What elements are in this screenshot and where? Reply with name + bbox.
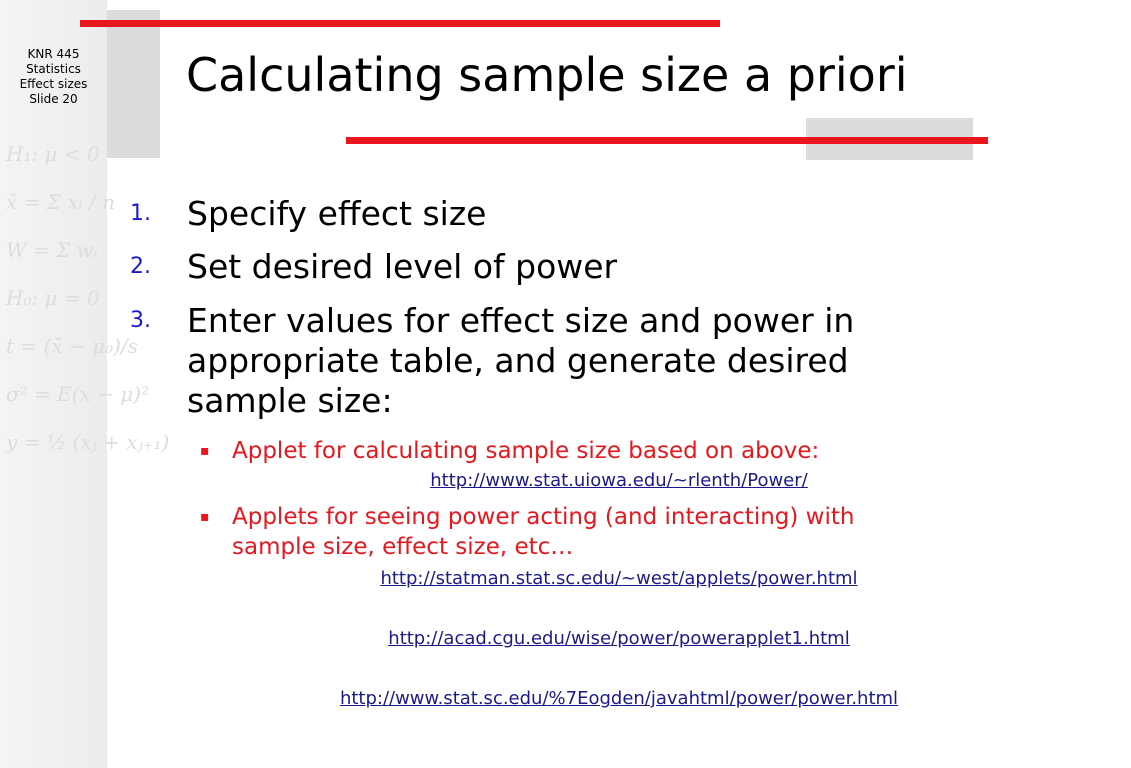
formula-watermark: H₁: μ < 0 x̄ = Σ xᵢ / n W = Σ wᵢ H₀: μ = 0 t = (x̄ − μ₀)/s σ² = E(x − μ)² y = ½ (xⱼ + xⱼ₊₁) (6, 142, 170, 454)
link-row (107, 688, 1131, 709)
link-row (107, 470, 1131, 491)
link-row (107, 568, 1131, 589)
list-text: Specify effect size (187, 194, 487, 233)
topic-label: Effect sizes (19, 77, 88, 91)
slide-number: Slide 20 (29, 92, 78, 106)
list-number: 2. (130, 254, 151, 279)
square-bullet-icon: ▪ (200, 509, 210, 525)
bullet-text: Applet for calculating sample size based on above: (232, 438, 820, 464)
slide-title: Calculating sample size a priori (186, 48, 908, 102)
course-label: KNR 445 (27, 47, 80, 61)
slide-metadata (0, 47, 107, 107)
list-number: 3. (130, 308, 151, 333)
square-bullet-icon: ▪ (200, 443, 210, 459)
bullet-text: Applets for seeing power acting (and interacting) with sample size, effect size, etc… (232, 504, 855, 560)
list-number: 1. (130, 201, 151, 226)
link-west-power[interactable]: http://statman.stat.sc.edu/~west/applets/power.html (380, 568, 858, 589)
link-row (107, 628, 1131, 649)
link-rlenth-power[interactable]: http://www.stat.uiowa.edu/~rlenth/Power/ (430, 470, 808, 491)
decor-red-line (346, 137, 988, 144)
link-cgu-power[interactable]: http://acad.cgu.edu/wise/power/powerapplet1.html (388, 628, 850, 649)
subject-label: Statistics (26, 62, 81, 76)
decor-gray-block (107, 10, 160, 158)
list-text: Set desired level of power (187, 247, 618, 286)
link-ogden-power[interactable]: http://www.stat.sc.edu/%7Eogden/javahtml/power/power.html (339, 688, 899, 709)
decor-red-line (80, 20, 720, 27)
list-text: Enter values for effect size and power in appropriate table, and generate desired sample size: (187, 301, 855, 420)
